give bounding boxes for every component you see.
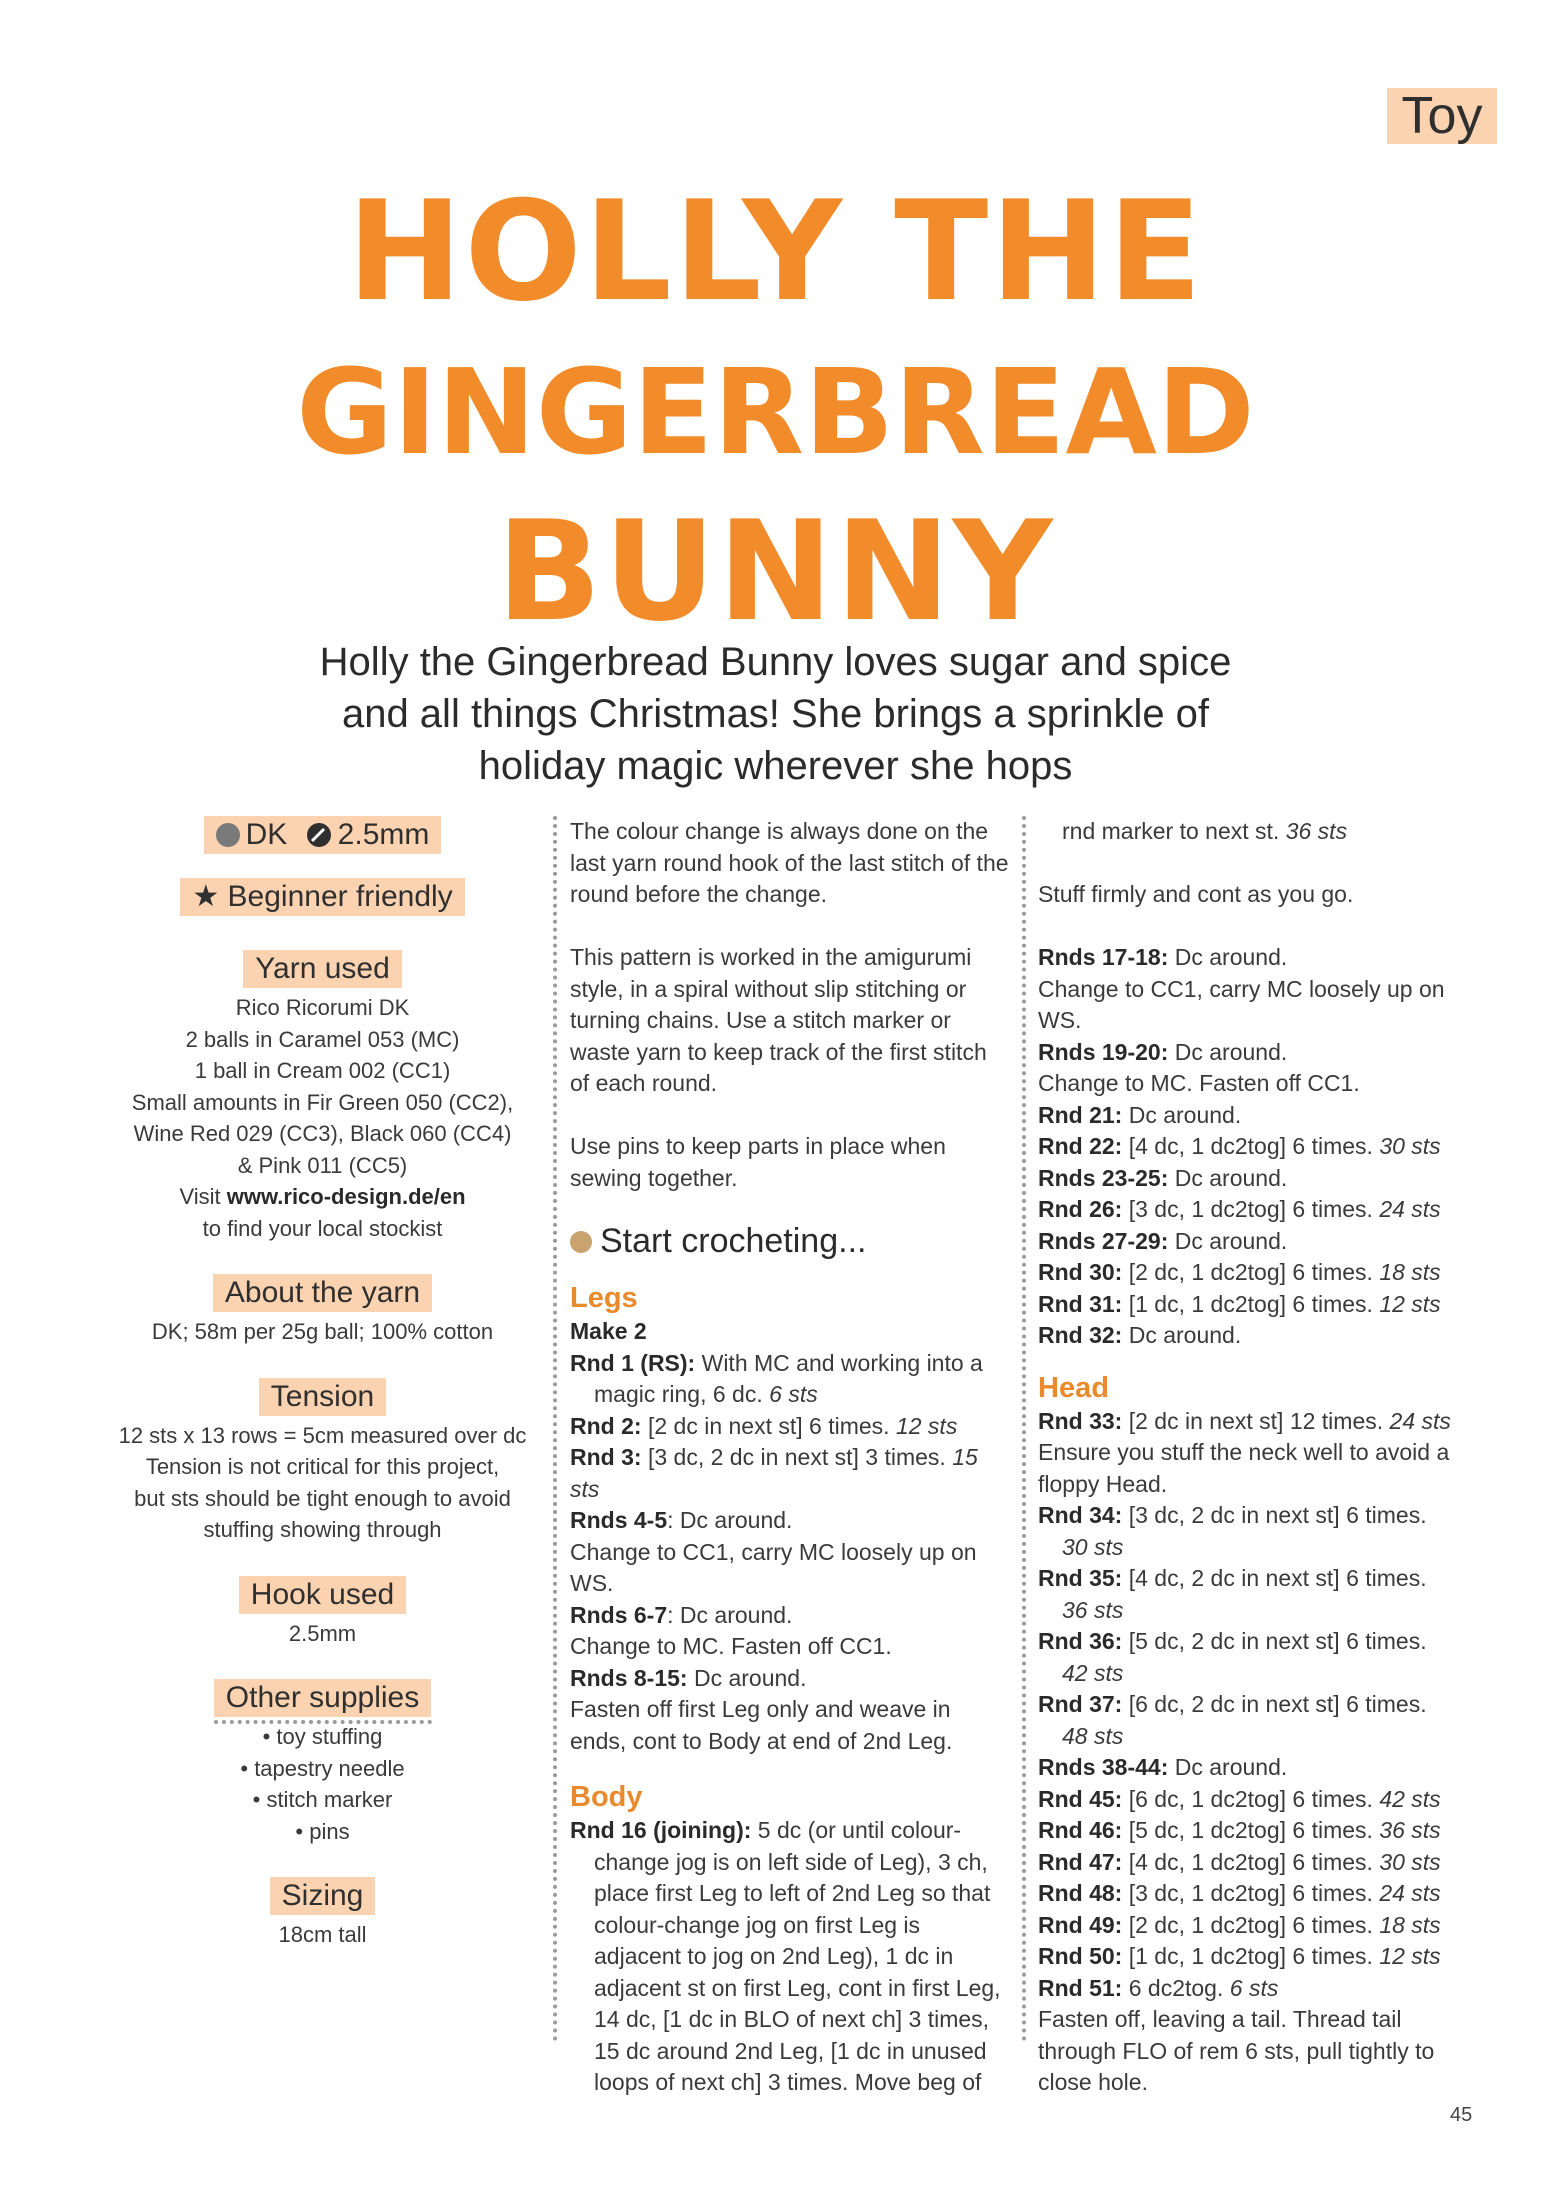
round-row (1038, 1131, 1483, 1163)
stitch-count: 24 sts (1379, 1880, 1441, 1906)
round-label: Rnd 32: (1038, 1322, 1123, 1348)
section-heading: Other supplies (214, 1679, 431, 1717)
yarn-ball-icon (570, 1231, 592, 1253)
round-label: Rnd 46: (1038, 1817, 1123, 1843)
website-link[interactable]: www.rico-design.de/en (226, 1184, 466, 1209)
sizing-section (110, 1877, 535, 1951)
about-yarn-section (110, 1274, 535, 1348)
tension-section (110, 1378, 535, 1546)
stitch-count: 42 sts (1062, 1659, 1124, 1686)
round-text: [2 dc, 1 dc2tog] 6 times. (1122, 1911, 1380, 1938)
tension-line: Tension is not critical for this project, (145, 1454, 500, 1479)
round-list (1038, 942, 1483, 1352)
level-badge (180, 878, 464, 916)
stitch-count: 42 sts (1379, 1785, 1441, 1812)
stitch-count: 30 sts (1062, 1533, 1124, 1560)
round-label: Rnd 50: (1038, 1943, 1123, 1969)
title-line: GINGERBREAD (296, 343, 1255, 481)
round-row (1038, 1784, 1483, 1816)
round-text: [6 dc, 2 dc in next st] 6 times. (1122, 1691, 1427, 1717)
round-text: Dc around. (1122, 1101, 1242, 1128)
crochet-hook-icon (306, 822, 332, 848)
title-line: HOLLY THE (346, 171, 1205, 332)
round-label: Rnd 2: (570, 1412, 642, 1439)
round-label: Rnd 16 (joining): (570, 1817, 752, 1843)
round-label: Rnd 45: (1038, 1785, 1123, 1812)
round-text: Dc around. (687, 1664, 807, 1691)
about-text: DK; 58m per 25g ball; 100% cotton (151, 1319, 494, 1344)
supply-item: • pins (295, 1818, 350, 1844)
section-heading-head: Head (1038, 1371, 1109, 1404)
note-paragraph: The colour change is always done on the last yarn round hook of the last stitch of the round before the change. (570, 818, 1009, 907)
supply-item: • tapestry needle (240, 1755, 405, 1781)
round-row (1038, 1289, 1483, 1321)
section-heading: Sizing (270, 1877, 376, 1915)
round-text: [2 dc in next st] 6 times. (641, 1412, 896, 1439)
tension-line: 12 sts x 13 rows = 5cm measured over dc (118, 1422, 527, 1448)
weight-hook-badge (204, 816, 442, 854)
round-text: rnd marker to next st. (1062, 818, 1286, 844)
round-label: Rnds 27-29: (1038, 1227, 1169, 1254)
round-label: Rnd 37: (1038, 1691, 1123, 1717)
stitch-count: 36 sts (1285, 818, 1348, 844)
round-row (1038, 1815, 1483, 1847)
intro-line: holiday magic wherever she hops (478, 744, 1073, 788)
round-text: [2 dc, 1 dc2tog] 6 times. (1122, 1259, 1380, 1285)
yarn-line: & Pink 011 (CC5) (237, 1152, 408, 1178)
divider (214, 1720, 432, 1724)
round-label: Rnd 26: (1038, 1196, 1123, 1222)
round-row (1038, 1226, 1483, 1258)
round-label: Rnd 31: (1038, 1290, 1123, 1317)
category-tag: Toy (1387, 88, 1497, 144)
round-row (1038, 1878, 1483, 1910)
section-heading-legs: Legs (570, 1282, 638, 1314)
round-text: : Dc around. (667, 1601, 793, 1628)
instruction-line: Change to MC. Fasten off CC1. (570, 1633, 892, 1659)
round-label: Rnd 33: (1038, 1407, 1123, 1434)
round-label: Rnd 22: (1038, 1133, 1123, 1159)
yarn-line: 1 ball in Cream 002 (CC1) (194, 1058, 451, 1083)
visit-text: Visit (179, 1184, 227, 1209)
yarn-line: Rico Ricorumi DK (235, 995, 410, 1020)
round-row (1038, 1194, 1483, 1226)
stitch-count: 30 sts (1379, 1133, 1441, 1159)
page-title (0, 172, 1551, 652)
section-heading: Tension (259, 1378, 386, 1416)
round-text: Change to MC. Fasten off CC1. (1038, 1070, 1360, 1096)
stitch-count: 12 sts (1379, 1943, 1441, 1969)
round-row (1038, 942, 1483, 974)
level-label: Beginner friendly (227, 880, 453, 913)
round-row (1038, 1752, 1483, 1784)
round-row (570, 1815, 1010, 2099)
page-number: 45 (1450, 2104, 1473, 2126)
yarn-ball-icon (216, 823, 240, 847)
stitch-count: 12 sts (895, 1412, 958, 1439)
round-label: Rnds 8-15: (570, 1664, 688, 1691)
yarn-line: 2 balls in Caramel 053 (MC) (185, 1026, 460, 1052)
tension-line: but sts should be tight enough to avoid (134, 1485, 511, 1511)
round-label: Rnds 17-18: (1038, 944, 1169, 970)
round-text: : Dc around. (667, 1507, 793, 1533)
stitch-count: 24 sts (1379, 1196, 1441, 1222)
round-label: Rnds 19-20: (1038, 1038, 1169, 1065)
round-label: Rnd 3: (570, 1444, 642, 1470)
hook-text: 2.5mm (288, 1620, 357, 1646)
round-row (1038, 1100, 1483, 1132)
pattern-column-3 (1038, 816, 1483, 2099)
section-heading: Yarn used (243, 950, 402, 988)
intro-text (240, 636, 1311, 792)
pattern-column-2 (570, 816, 1010, 2099)
round-text: Dc around. (1168, 1038, 1288, 1065)
instruction-line: Fasten off first Leg only and weave in ends, cont to Body at end of 2nd Leg. (570, 1696, 953, 1754)
round-label: Rnd 48: (1038, 1880, 1123, 1906)
round-text: [2 dc in next st] 12 times. (1122, 1407, 1390, 1434)
stitch-count: 30 sts (1379, 1848, 1441, 1875)
tension-line: stuffing showing through (203, 1517, 442, 1542)
round-text: 5 dc (or until colour-change jog is on left side of Leg), 3 ch, place first Leg to left of 2nd Leg so that colour-change jog on first Leg is adjacent to jog on 2nd Leg), 1 dc in adjacent st on first Leg, cont in first Leg, 14 dc, [1 dc in BLO of next ch] 3 times, 15 dc around 2nd Leg, [1 dc in unused loops of next ch] 3 times. Move beg of (594, 1817, 1001, 2095)
note-paragraph: Use pins to keep parts in place when sewing together. (570, 1133, 946, 1191)
round-text: [1 dc, 1 dc2tog] 6 times. (1122, 1290, 1380, 1317)
star-icon: ★ (192, 880, 228, 913)
round-row (1038, 1037, 1483, 1069)
column-divider (553, 816, 557, 2042)
start-heading (570, 1220, 1010, 1262)
sidebar (110, 816, 535, 1951)
note-paragraph: This pattern is worked in the amigurumi style, in a spiral without slip stitching or turning chains. Use a stitch marker or waste yarn to keep track of the first stitch of each round. (570, 944, 987, 1096)
round-text: Dc around. (1168, 944, 1288, 970)
supplies-section (110, 1679, 535, 1847)
round-text: [6 dc, 1 dc2tog] 6 times. (1122, 1785, 1380, 1812)
round-row (570, 1600, 1010, 1632)
stitch-count: 36 sts (1062, 1596, 1124, 1623)
stitch-count: 36 sts (1379, 1817, 1441, 1843)
round-row (570, 1411, 1010, 1443)
column-divider (1022, 816, 1026, 2042)
round-text: [4 dc, 2 dc in next st] 6 times. (1122, 1565, 1427, 1591)
instruction-line: Stuff firmly and cont as you go. (1038, 881, 1354, 907)
round-row (1038, 1257, 1483, 1289)
round-row (570, 1348, 1010, 1411)
round-row (1038, 1847, 1483, 1879)
round-row (1038, 1941, 1483, 1973)
stitch-count: 12 sts (1379, 1290, 1441, 1317)
round-row (570, 1663, 1010, 1695)
title-line: BUNNY (496, 491, 1055, 652)
round-text: [4 dc, 1 dc2tog] 6 times. (1122, 1848, 1380, 1875)
round-text: [3 dc, 1 dc2tog] 6 times. (1122, 1880, 1380, 1906)
round-label: Rnd 51: (1038, 1974, 1123, 2001)
yarn-used-section (110, 950, 535, 1244)
instruction-line: Change to CC1, carry MC loosely up on WS. (570, 1538, 977, 1596)
stitch-count: 48 sts (1062, 1722, 1124, 1749)
round-text: [5 dc, 1 dc2tog] 6 times. (1122, 1817, 1380, 1843)
round-row (1038, 974, 1483, 1037)
round-label: Rnds 23-25: (1038, 1164, 1169, 1191)
supply-item: • toy stuffing (262, 1724, 383, 1749)
round-label: Rnds 38-44: (1038, 1754, 1169, 1780)
round-text: Dc around. (1168, 1227, 1288, 1254)
round-label: Rnds 6-7 (570, 1601, 668, 1628)
round-text: [4 dc, 1 dc2tog] 6 times. (1122, 1133, 1380, 1159)
round-label: Rnd 1 (RS): (570, 1349, 696, 1376)
stitch-count: 15 sts (570, 1444, 978, 1502)
make-count: Make 2 (570, 1318, 647, 1344)
stitch-count: 18 sts (1379, 1259, 1441, 1285)
hook-size: 2.5mm (337, 818, 430, 851)
round-text: Dc around. (1168, 1164, 1288, 1191)
round-text: 6 dc2tog. (1122, 1974, 1230, 2001)
round-row (1038, 1689, 1483, 1752)
round-list (1038, 1752, 1483, 2004)
start-label: Start crocheting... (600, 1222, 867, 1260)
round-text: With MC and working into a magic ring, 6 dc. (594, 1349, 983, 1407)
round-row (1038, 1163, 1483, 1195)
section-heading: Hook used (239, 1576, 406, 1614)
round-row (1038, 1973, 1483, 2005)
yarn-line: Small amounts in Fir Green 050 (CC2), (131, 1089, 514, 1115)
instruction-line: Fasten off, leaving a tail. Thread tail through FLO of rem 6 sts, pull tightly to close hole. (1038, 2006, 1435, 2095)
instruction-line: Ensure you stuff the neck well to avoid a floppy Head. (1038, 1439, 1450, 1497)
round-row (1038, 1406, 1483, 1438)
round-text: [1 dc, 1 dc2tog] 6 times. (1122, 1943, 1380, 1969)
round-text: [3 dc, 2 dc in next st] 3 times. (641, 1444, 953, 1470)
yarn-weight: DK (245, 818, 288, 851)
round-label: Rnd 47: (1038, 1848, 1123, 1875)
round-row (1038, 1068, 1483, 1100)
round-label: Rnd 30: (1038, 1259, 1123, 1285)
intro-line: Holly the Gingerbread Bunny loves sugar and spice (319, 640, 1232, 684)
section-heading-body: Body (570, 1781, 643, 1813)
round-label: Rnd 35: (1038, 1565, 1123, 1591)
round-row (1038, 1500, 1483, 1563)
round-text: [5 dc, 2 dc in next st] 6 times. (1122, 1628, 1427, 1654)
round-row (1038, 1563, 1483, 1626)
stitch-count: 6 sts (1229, 1974, 1279, 2001)
round-text: Dc around. (1168, 1754, 1288, 1780)
round-text: [3 dc, 2 dc in next st] 6 times. (1122, 1502, 1427, 1528)
round-text: Change to CC1, carry MC loosely up on WS. (1038, 975, 1445, 1033)
yarn-line: Wine Red 029 (CC3), Black 060 (CC4) (133, 1121, 512, 1146)
stitch-count: 6 sts (769, 1381, 818, 1407)
round-row (1038, 1320, 1483, 1352)
sizing-text: 18cm tall (278, 1922, 367, 1947)
round-text: Dc around. (1122, 1322, 1242, 1348)
round-label: Rnd 36: (1038, 1628, 1123, 1654)
supply-item: • stitch marker (252, 1787, 393, 1812)
intro-line: and all things Christmas! She brings a sprinkle of (341, 692, 1210, 736)
stitch-count: 24 sts (1389, 1407, 1451, 1434)
round-continued (1038, 816, 1483, 848)
round-text: [3 dc, 1 dc2tog] 6 times. (1122, 1196, 1380, 1222)
round-label: Rnd 21: (1038, 1101, 1123, 1128)
hook-used-section (110, 1576, 535, 1650)
round-label: Rnd 34: (1038, 1502, 1123, 1528)
round-label: Rnd 49: (1038, 1911, 1123, 1938)
stitch-count: 18 sts (1379, 1911, 1441, 1938)
stockist-text: to find your local stockist (202, 1215, 443, 1241)
section-heading: About the yarn (213, 1274, 432, 1312)
round-row (570, 1442, 1010, 1505)
round-row (1038, 1626, 1483, 1689)
round-row (1038, 1910, 1483, 1942)
round-label: Rnds 4-5 (570, 1507, 668, 1533)
round-row (570, 1505, 1010, 1537)
